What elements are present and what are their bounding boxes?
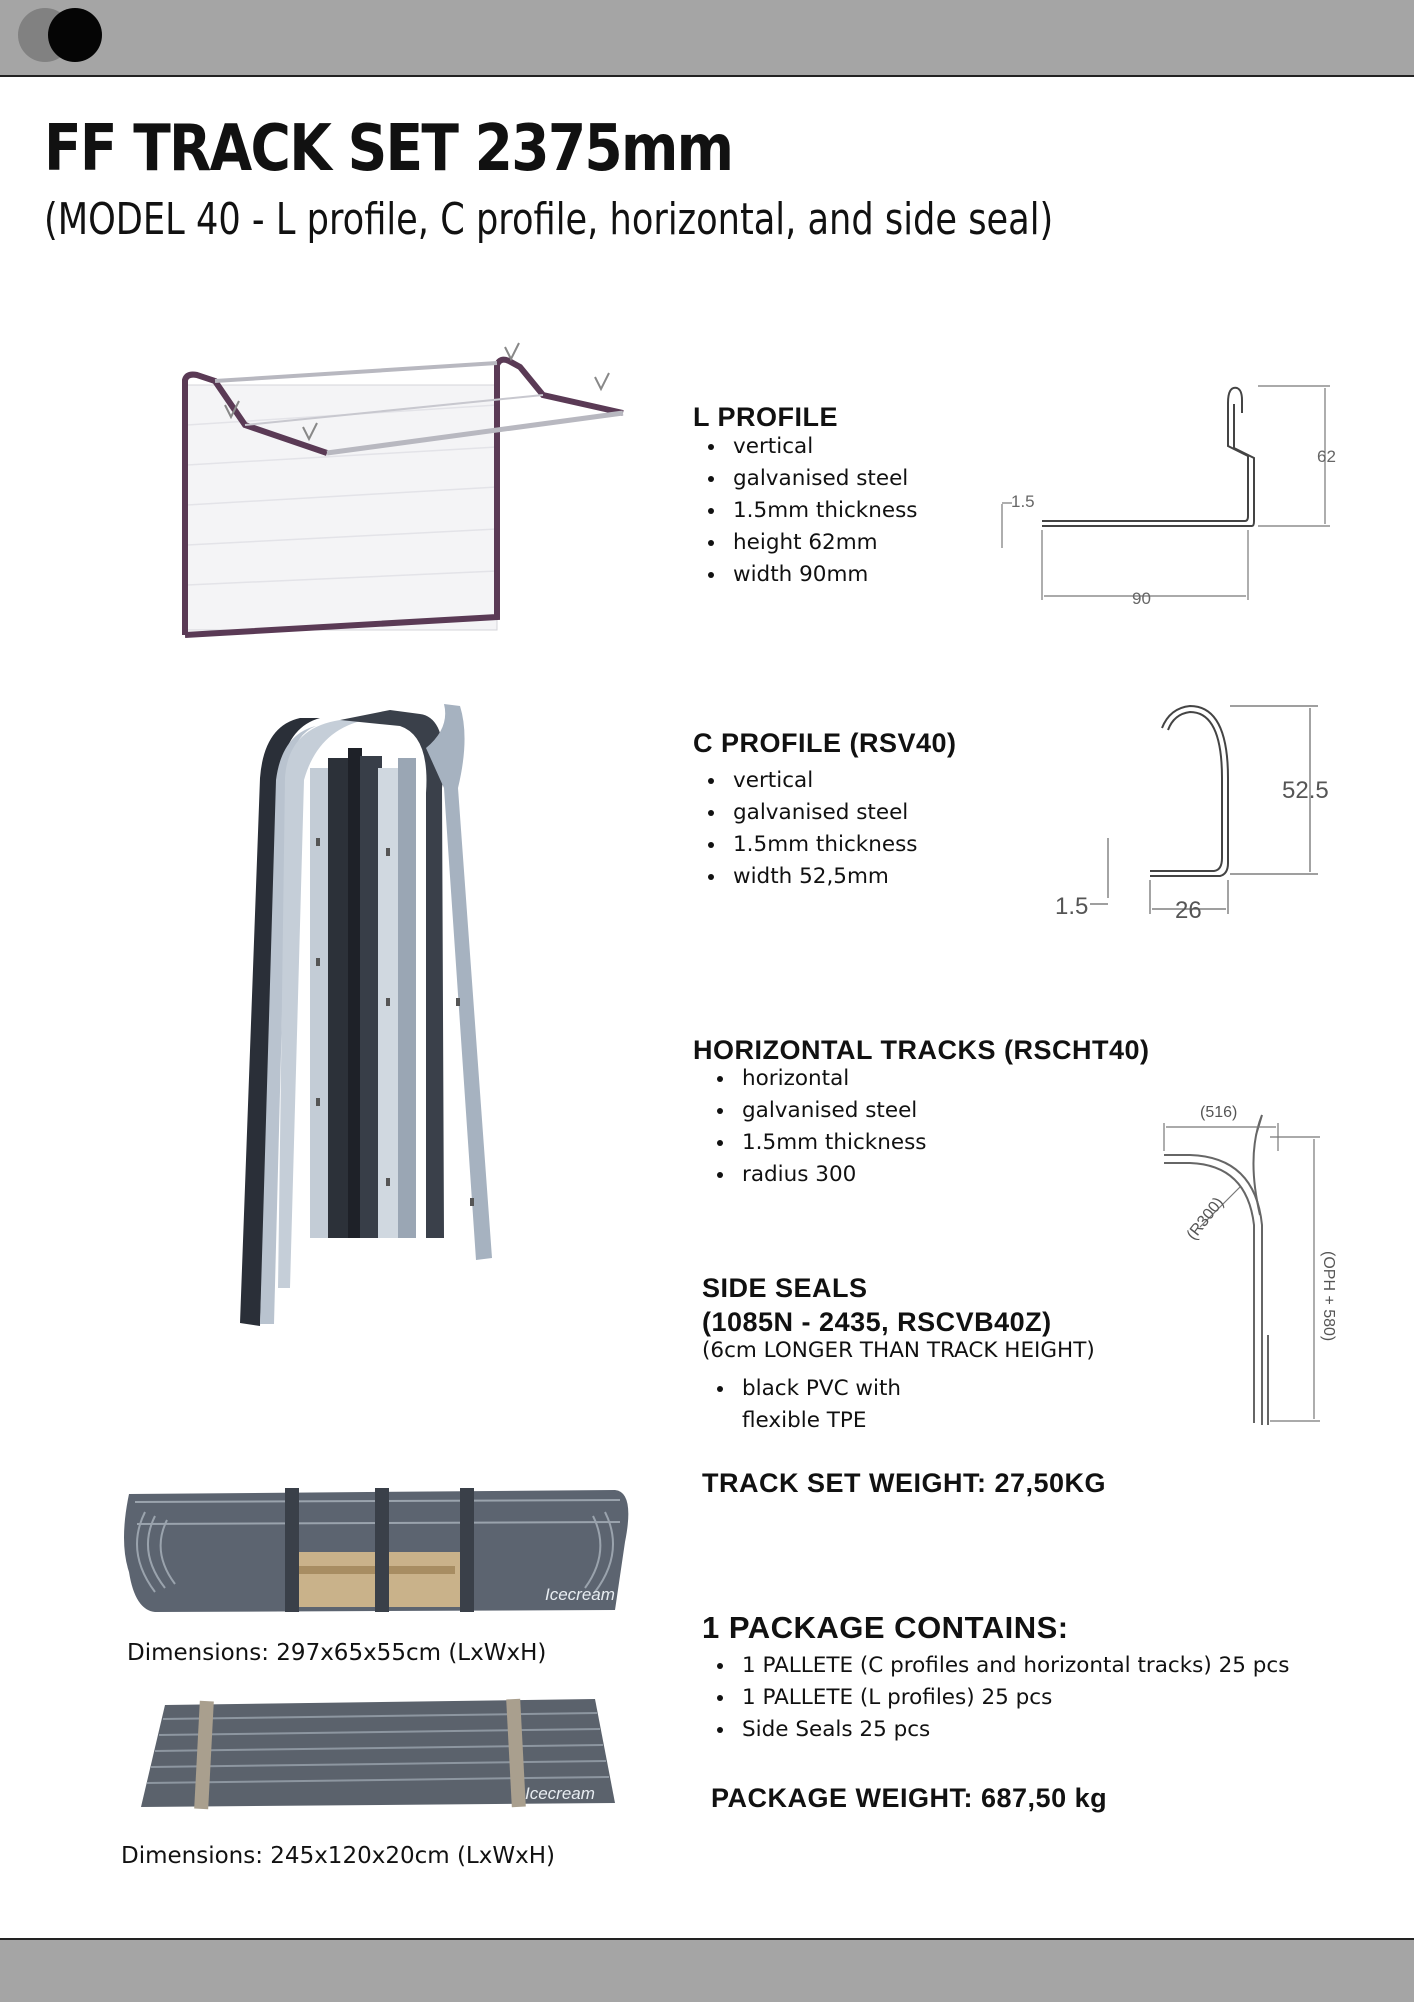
l-profile-list [693, 431, 917, 591]
c-profile-heading: C PROFILE (RSV40) [693, 728, 957, 758]
horizontal-track-drawing [1150, 1095, 1350, 1430]
list-item-text: flexible TPE [742, 1408, 867, 1433]
side-seals-codes: (1085N - 2435, RSCVB40Z) [702, 1307, 1052, 1337]
track-set-weight: TRACK SET WEIGHT: 27,50KG [702, 1468, 1107, 1498]
c-profile-list [693, 765, 917, 893]
list-item: radius 300 [702, 1159, 926, 1191]
list-item: 1.5mm thickness [693, 829, 917, 861]
horizontal-height-label: (OPH + 580) [1320, 1251, 1337, 1342]
c-profile-thickness-label: 1.5 [1055, 893, 1089, 920]
l-profile-width-label: 90 [1132, 589, 1151, 608]
list-item: horizontal [702, 1063, 926, 1095]
list-item: Side Seals 25 pcs [702, 1714, 1289, 1746]
pallet-2-image [135, 1695, 620, 1815]
list-item: vertical [693, 765, 917, 797]
horizontal-radius-label: (R300) [1183, 1194, 1228, 1244]
c-profile-height-label: 52.5 [1282, 777, 1329, 804]
list-item: 1.5mm thickness [693, 495, 917, 527]
watermark-text: Icecream [525, 1784, 595, 1803]
footer-bar [0, 1938, 1414, 2002]
c-profile-width-label: 26 [1175, 897, 1202, 923]
watermark-text: Icecream [545, 1585, 615, 1604]
garage-door-image [175, 335, 635, 640]
pallet-1-image [115, 1482, 635, 1617]
list-item-continuation [702, 1405, 901, 1437]
package-weight: PACKAGE WEIGHT: 687,50 kg [711, 1783, 1108, 1813]
package-list [702, 1650, 1289, 1746]
list-item [702, 1373, 901, 1405]
list-item: 1.5mm thickness [702, 1127, 926, 1159]
package-heading: 1 PACKAGE CONTAINS: [702, 1610, 1069, 1645]
side-seals-list [702, 1373, 901, 1437]
list-item: 1 PALLETE (C profiles and horizontal tracks) 25 pcs [702, 1650, 1289, 1682]
list-item: galvanised steel [693, 797, 917, 829]
list-item: 1 PALLETE (L profiles) 25 pcs [702, 1682, 1289, 1714]
list-item: width 52,5mm [693, 861, 917, 893]
steel-tracks-image [230, 698, 510, 1328]
list-item-text: black PVC with [742, 1376, 902, 1401]
horizontal-tracks-heading: HORIZONTAL TRACKS (RSCHT40) [693, 1035, 1150, 1065]
list-item: width 90mm [693, 559, 917, 591]
l-profile-drawing [990, 378, 1345, 610]
l-profile-heading: L PROFILE [693, 402, 839, 432]
page-title: FF TRACK SET 2375mm [44, 112, 733, 186]
two-overlapping-circles-logo [18, 8, 102, 62]
horizontal-length-label: (516) [1200, 1104, 1238, 1121]
l-profile-thickness-label: 1.5 [1011, 492, 1035, 511]
list-item: galvanised steel [702, 1095, 926, 1127]
header-bar [0, 0, 1414, 77]
page-subtitle: (MODEL 40 - L profile, C profile, horizontal, and side seal) [44, 194, 1054, 245]
list-item: galvanised steel [693, 463, 917, 495]
c-profile-drawing [1050, 698, 1340, 923]
pallet-1-caption: Dimensions: 297x65x55cm (LxWxH) [127, 1640, 547, 1666]
side-seals-note: (6cm LONGER THAN TRACK HEIGHT) [702, 1338, 1095, 1363]
list-item: vertical [693, 431, 917, 463]
side-seals-heading: SIDE SEALS [702, 1273, 868, 1303]
l-profile-height-label: 62 [1317, 447, 1336, 466]
pallet-2-caption: Dimensions: 245x120x20cm (LxWxH) [121, 1843, 555, 1869]
horizontal-tracks-list [702, 1063, 926, 1191]
list-item: height 62mm [693, 527, 917, 559]
